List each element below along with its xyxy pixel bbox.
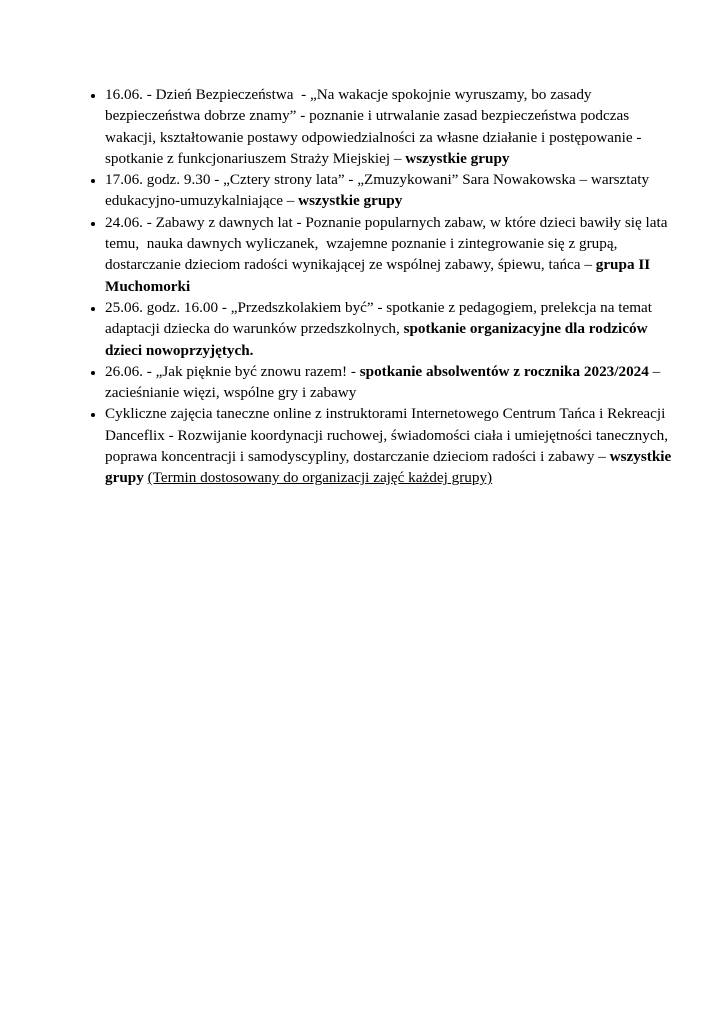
list-item bbox=[105, 403, 681, 488]
text-segment-normal: 25.06. godz. 16.00 - „Przedszkolakiem być” - spotkanie z pedagogiem, prelekcja na temat adaptacji dziecka do warunków przedszkolnych, bbox=[105, 298, 656, 338]
text-segment-normal: 17.06. godz. 9.30 - „Cztery strony lata” - „Zmuzykowani” Sara Nowakowska – warsztaty edukacyjno-umuzykalniające – bbox=[105, 171, 653, 210]
text-segment-normal: 24.06. - Zabawy z dawnych lat - Poznanie popularnych zabaw, w które dzieci bawiły się lata temu, nauka dawnych wyliczanek, wzajemne poznanie i zintegrowanie się z grupą, dostarczanie dzieciom radości wynikającej ze wspólnej zabawy, śpiewu, tańca – bbox=[105, 213, 672, 274]
text-segment-bold: wszystkie grupy bbox=[405, 149, 510, 167]
text-segment-bold: wszystkie grupy bbox=[298, 192, 403, 210]
text-segment-bold: spotkanie absolwentów z rocznika 2023/2024 bbox=[359, 362, 649, 380]
text-segment-underline: (Termin dostosowany do organizacji zajęć każdej grupy) bbox=[147, 469, 493, 487]
text-segment-normal: 16.06. - Dzień Bezpieczeństwa - „Na wakacje spokojnie wyruszamy, bo zasady bezpieczeństwa dobrze znamy” - poznanie i utrwalanie zasad bezpieczeństwa podczas wakacji, kształtowanie postawy odpowiedzialności za własne działanie i postępowanie - spotkanie z funkcjonariuszem Straży Miejskiej – bbox=[105, 86, 646, 167]
text-segment-bold: wszystkie grupy bbox=[105, 448, 676, 487]
list-item bbox=[105, 297, 681, 361]
list-item bbox=[105, 212, 681, 297]
list-item bbox=[105, 84, 681, 169]
text-segment-bold: spotkanie organizacyjne dla rodziców dzieci nowoprzyjętych. bbox=[105, 320, 652, 359]
text-segment-normal: Cykliczne zajęcia taneczne online z instruktorami Internetowego Centrum Tańca i Rekreacji Danceflix - Rozwijanie koordynacji ruchowej, świadomości ciała i umiejętności tanecznych, poprawa koncentracji i samodyscypliny, dostarczanie dzieciom radości i zabawy – bbox=[105, 405, 676, 466]
text-segment-normal: – zacieśnianie więzi, wspólne gry i zabawy bbox=[105, 362, 665, 402]
text-segment-bold: grupa II Muchomorki bbox=[105, 256, 654, 295]
list-item bbox=[105, 169, 681, 212]
text-segment-normal: 26.06. - „Jak pięknie być znowu razem! - bbox=[105, 362, 360, 380]
list-item bbox=[105, 361, 681, 404]
event-list bbox=[86, 84, 681, 489]
